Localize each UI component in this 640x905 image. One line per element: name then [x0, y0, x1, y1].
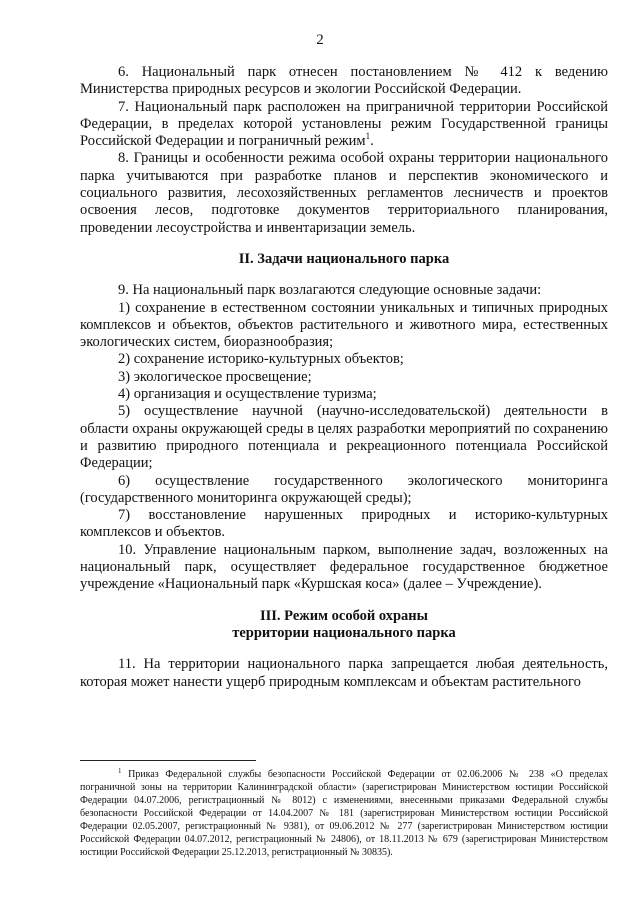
paragraph-9: 9. На национальный парк возлагаются следующие основные задачи: — [118, 282, 542, 299]
task-item-3: 3) экологическое просвещение; — [118, 368, 312, 385]
footnote — [80, 768, 608, 859]
footnote-divider — [80, 760, 256, 761]
paragraph-7-end: . — [370, 133, 374, 150]
document-body — [80, 64, 608, 691]
section-3-heading-line1: III. Режим особой охраны — [259, 607, 428, 624]
task-item-1: 1) сохранение в естественном состоянии уникальных и типичных природных комплексов и объектов, объектов растительного и животного мира, естественных экологических систем, биоразнообразия; — [80, 299, 608, 351]
paragraph-7 — [80, 99, 608, 151]
paragraph-11: 11. На территории национального парка запрещается любая деятельность, которая может нанести ущерб природным комплексам и объектам растительного — [80, 656, 608, 690]
task-item-4: 4) организация и осуществление туризма; — [118, 386, 377, 403]
paragraph-10: 10. Управление национальным парком, выполнение задач, возложенных на национальный парк, осуществляет федеральное государственное бюджетное учреждение «Национальный парк «Куршская коса» (далее – Учреждение). — [80, 541, 608, 593]
section-3-heading-line2: территории национального парка — [232, 624, 456, 641]
task-item-6: 6) осуществление государственного экологического мониторинга (государственного мониторинга окружающей среды); — [80, 472, 608, 506]
task-item-5: 5) осуществление научной (научно-исследовательской) деятельности в области охраны окружающей среды в целях разработки мероприятий по сохранению и развитию природного потенциала и рекреационного потенциала Российской Федерации; — [80, 403, 608, 472]
footnote-text: Приказ Федеральной службы безопасности Российской Федерации от 02.06.2006 № 238 «О пределах пограничной зоны на территории Калининградской области» (зарегистрирован Министерством юстиции Российской Федерации 04.07.2006, регистрационный № 8012) с изменениями, внесенными приказами Федеральной службы безопасности Российской Федерации от 14.04.2007 № 181 (зарегистрирован Министерством юстиции Российской Федерации 02.05.2007, регистрационный № 9381), от 09.06.2012 № 277 (зарегистрирован Министерством юстиции Российской Федерации 04.07.2012, регистрационный № 24806), от 18.11.2013 № 679 (зарегистрирован Министерством юстиции Российской Федерации 25.12.2013, регистрационный № 30835). — [80, 769, 608, 858]
paragraph-7-text: 7. Национальный парк расположен на приграничной территории Российской Федерации, в пределах которой установлены режим Государственной границы Российской Федерации и пограничный режим — [80, 98, 608, 150]
section-2-heading: II. Задачи национального парка — [238, 250, 450, 267]
section-3-heading — [80, 608, 608, 643]
paragraph-6: 6. Национальный парк отнесен постановлением № 412 к ведению Министерства природных ресурсов и экологии Российской Федерации. — [80, 64, 608, 98]
paragraph-8: 8. Границы и особенности режима особой охраны территории национального парка учитываются при разработке планов и перспектив экономического и социального развития, лесохозяйственных регламентов лесничеств и проектов освоения лесов, подготовке документов территориального планирования, проведении лесоустройства и инвентаризации земель. — [80, 150, 608, 236]
task-item-2: 2) сохранение историко-культурных объектов; — [118, 351, 404, 368]
footnote-ref[interactable]: 1 — [365, 131, 371, 142]
footnote-mark: 1 — [118, 767, 122, 775]
task-item-7: 7) восстановление нарушенных природных и историко-культурных комплексов и объектов. — [80, 507, 608, 541]
page-number: 2 — [316, 32, 324, 48]
